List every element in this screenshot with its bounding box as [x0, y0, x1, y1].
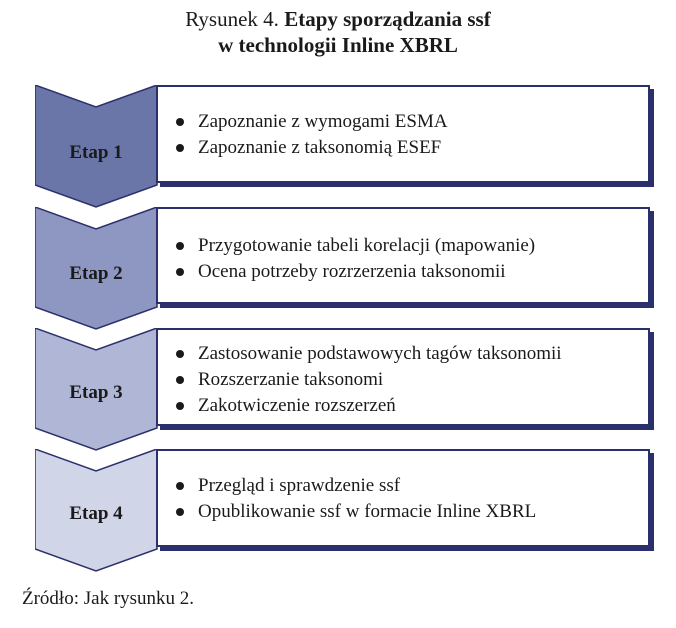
list-item: [158, 367, 648, 393]
bullet-icon: [176, 118, 184, 126]
stage-4: [0, 449, 676, 579]
list-item-text: Ocena potrzeby rozrzerzenia taksonomii: [198, 261, 506, 282]
stage-2-list: [158, 233, 648, 285]
figure-title: [0, 6, 676, 58]
list-item: [158, 233, 648, 259]
stage-1-box: [156, 85, 650, 183]
stage-1-label: Etap 1: [69, 142, 123, 163]
stage-1-list: [158, 109, 648, 161]
list-item: [158, 135, 648, 161]
bullet-icon: [176, 268, 184, 276]
figure-title-line1: [0, 6, 676, 32]
list-item-text: Przegląd i sprawdzenie ssf: [198, 475, 401, 496]
list-item: [158, 259, 648, 285]
source-note: Źródło: Jak rysunku 2.: [22, 588, 195, 609]
bullet-icon: [176, 508, 184, 516]
figure-number: Rysunek 4.: [185, 7, 279, 31]
list-item-text: Zapoznanie z taksonomią ESEF: [198, 137, 442, 158]
stage-2-box: [156, 207, 650, 304]
stage-3: [0, 328, 676, 458]
list-item: [158, 499, 648, 525]
stage-2-label: Etap 2: [69, 263, 123, 284]
bullet-icon: [176, 144, 184, 152]
list-item-text: Zastosowanie podstawowych tagów taksonomii: [198, 343, 562, 364]
bullet-icon: [176, 376, 184, 384]
stage-4-box: [156, 449, 650, 547]
list-item-text: Zapoznanie z wymogami ESMA: [198, 111, 448, 132]
list-item-text: Opublikowanie ssf w formacie Inline XBRL: [198, 501, 537, 522]
bullet-icon: [176, 242, 184, 250]
bullet-icon: [176, 350, 184, 358]
stage-3-box: [156, 328, 650, 426]
list-item-text: Rozszerzanie taksonomi: [198, 369, 384, 390]
stage-3-label: Etap 3: [69, 382, 123, 403]
list-item: [158, 341, 648, 367]
list-item: [158, 473, 648, 499]
stage-4-label: Etap 4: [69, 503, 123, 524]
list-item: [158, 109, 648, 135]
list-item: [158, 393, 648, 419]
stage-2: [0, 207, 676, 337]
figure-title-text: Etapy sporządzania ssf: [284, 7, 491, 31]
figure-title-line2: w technologii Inline XBRL: [218, 33, 458, 57]
list-item-text: Zakotwiczenie rozszerzeń: [198, 395, 396, 416]
bullet-icon: [176, 402, 184, 410]
stage-4-list: [158, 473, 648, 525]
list-item-text: Przygotowanie tabeli korelacji (mapowanie): [198, 235, 536, 256]
bullet-icon: [176, 482, 184, 490]
stage-1: [0, 85, 676, 215]
stage-3-list: [158, 341, 648, 419]
